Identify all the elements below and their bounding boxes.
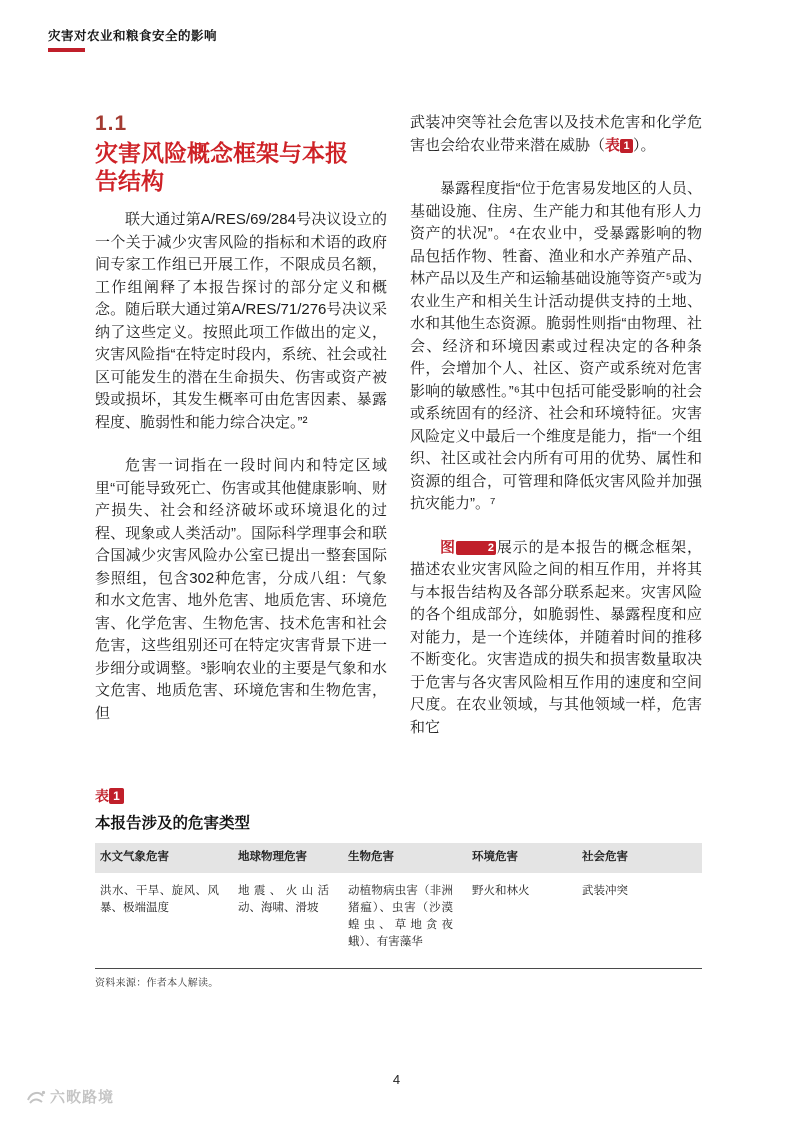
table-cell-geophysical: 地震、火山活动、海啸、滑坡 xyxy=(238,884,329,914)
paragraph-text: ）。 xyxy=(633,136,656,154)
table-bottom-rule xyxy=(95,968,702,969)
table-header-hydrometeorological: 水文气象危害 xyxy=(100,851,169,863)
watermark-logo-icon xyxy=(26,1088,46,1106)
table-row xyxy=(95,873,702,962)
table-title: 本报告涉及的危害类型 xyxy=(95,815,251,832)
section-title: 灾害风险概念框架与本报告结构 xyxy=(95,140,348,195)
table-header-biological: 生物危害 xyxy=(348,851,394,863)
paragraph-text: 武装冲突等社会危害以及技术危害和化学危害也会给农业带来潜在威胁（ xyxy=(410,114,702,154)
watermark xyxy=(26,1086,114,1107)
table-label-char: 表 xyxy=(95,788,109,804)
table-header-row xyxy=(95,843,702,873)
header-accent-rule xyxy=(48,48,85,52)
table-cell-hydrometeorological: 洪水、干旱、旋风、风暴、极端温度 xyxy=(100,884,219,914)
page-number: 4 xyxy=(392,1072,401,1087)
paragraph-text: 展示的是本报告的概念框架，描述农业灾害风险之间的相互作用，并将其与本报告结构及各部分联系起来。灾害风险的各个组成部分，如脆弱性、暴露程度和应对能力，是一个连续体，并随着时间的推移不断变化。灾害造成的损失和损害数量取决于危害与各灾害风险相互作用的速度和空间尺度。在农业领域，与其他领域一样，危害和它 xyxy=(410,538,702,736)
table-ref-label: 表 xyxy=(605,136,621,154)
paragraph-hazard-definition: 危害一词指在一段时间内和特定区域里“可能导致死亡、伤害或其他健康影响、财产损失、社会和经济破坏或环境退化的过程、现象或人类活动”。国际科学理事会和联合国减少灾害风险办公室已提出一整套国际参照组，包含302种危害，分成八组：气象和水文危害、地外危害、地质危害、环境危害、化学危害、生物危害、技术危害和社会危害，这些组别还可在特定灾害背景下进一步细分或调整。³影响农业的主要是气象和水文危害、地质危害、环境危害和生物危害，但 xyxy=(95,457,387,722)
table-ref-number-badge: 1 xyxy=(620,139,633,153)
table-header-societal: 社会危害 xyxy=(582,851,628,863)
table-cell-societal: 武装冲突 xyxy=(582,884,628,897)
hazard-types-table xyxy=(95,786,702,989)
figure-ref-number-badge: 2 xyxy=(456,541,496,555)
table-cell-biological: 动植物病虫害（非洲猪瘟）、虫害（沙漠蝗虫、草地贪夜蛾）、有害藻华 xyxy=(348,884,453,949)
table-label xyxy=(95,786,702,806)
section-number: 1.1 xyxy=(95,112,128,135)
table-cell-environmental: 野火和林火 xyxy=(472,884,530,897)
table-label-number-badge: 1 xyxy=(109,788,124,804)
running-header: 灾害对农业和粮食安全的影响 xyxy=(48,29,218,43)
figure-ref-label: 图 xyxy=(440,538,456,556)
right-column xyxy=(410,112,702,739)
left-column xyxy=(95,112,387,725)
paragraph-hazard-continued xyxy=(410,112,702,157)
paragraph-conceptual-framework xyxy=(410,537,702,740)
paragraph-exposure-vulnerability: 暴露程度指“位于危害易发地区的人员、基础设施、住房、生产能力和其他有形人力资产的状况”。⁴在农业中，受暴露影响的物品包括作物、牲畜、渔业和水产养殖产品、林产品以及生产和运输基础设施等资产⁵或为农业生产和相关生计活动提供支持的土地、水和其他生态资源。脆弱性则指“由物理、社会、经济和环境因素或过程决定的各种条件，会增加个人、社区、资产或系统对危害影响的敏感性。”⁶其中包括可能受影响的社会或系统固有的经济、社会和环境特征。灾害风险定义中最后一个维度是能力，指“一个组织、社区或社会内所有可用的优势、属性和资源的组合，可管理和降低灾害风险并加强抗灾能力”。⁷ xyxy=(410,180,702,512)
paragraph-definition-disaster-risk: 联大通过第A/RES/69/284号决议设立的一个关于减少灾害风险的指标和术语的政府间专家工作组已开展工作，不限成员名额，工作组阐释了本报告探讨的部分定义和概念。随后联大通过第A/RES/71/276号决议采纳了这些定义。按照此项工作做出的定义，灾害风险指“在特定时段内，系统、社会或社区可能发生的潜在生命损失、伤害或资产被毁或损坏，其发生概率可由危害因素、暴露程度、脆弱性和能力综合决定。”² xyxy=(95,211,387,431)
table-source-note: 资料来源：作者本人解读。 xyxy=(95,977,219,989)
watermark-text: 六畋路境 xyxy=(50,1089,115,1106)
table-header-environmental: 环境危害 xyxy=(472,851,518,863)
table-header-geophysical: 地球物理危害 xyxy=(238,851,307,863)
